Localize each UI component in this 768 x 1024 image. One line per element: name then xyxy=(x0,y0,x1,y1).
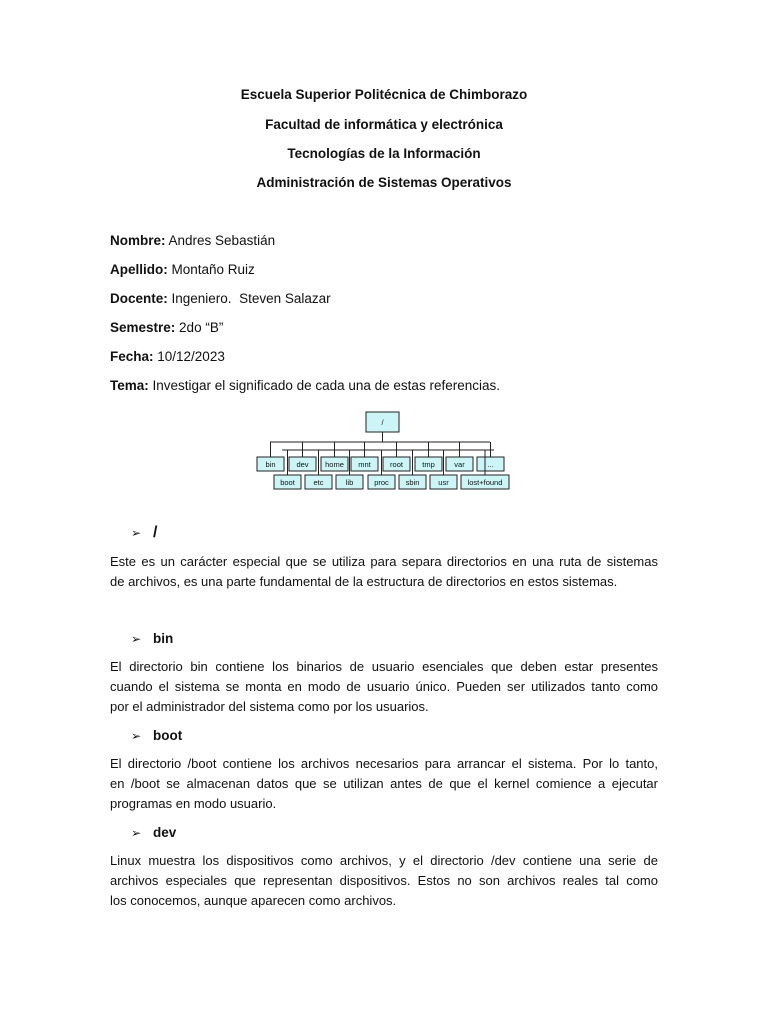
tree-node-row2-label: lib xyxy=(345,478,354,487)
paragraph-line: Este es un carácter especial que se utiliza para separa directorios en una ruta de sistemas xyxy=(110,554,658,569)
tree-node-row1-label: home xyxy=(325,460,344,469)
arrow-bullet-icon: ➢ xyxy=(131,826,142,840)
field-docente xyxy=(110,291,331,306)
tree-node-row1-label: tmp xyxy=(422,460,435,469)
paragraph-line: archivos especiales que representan dispositivos. Estos no son archivos reales tal como xyxy=(110,873,658,888)
section-heading xyxy=(131,825,176,840)
section-title: boot xyxy=(153,728,183,743)
field-tema xyxy=(110,378,500,393)
section-title: dev xyxy=(153,825,177,840)
paragraph-line: Linux muestra los dispositivos como archivos, y el directorio /dev contiene una serie de xyxy=(110,853,658,868)
section-paragraph xyxy=(110,552,658,592)
fecha-label: Fecha: xyxy=(110,349,154,364)
subject-name: Tecnologías de la Información xyxy=(287,146,481,161)
tema-label: Tema: xyxy=(110,378,149,393)
field-fecha xyxy=(110,349,225,364)
fecha-value: 10/12/2023 xyxy=(153,349,225,364)
tema-value: Investigar el significado de cada una de estas referencias. xyxy=(148,378,500,393)
apellido-value: Montaño Ruiz xyxy=(167,262,255,277)
section-paragraph xyxy=(110,851,658,911)
directory-tree-diagram xyxy=(250,405,520,495)
tree-node-row2-label: lost+found xyxy=(467,478,503,487)
tree-node-row2-label: boot xyxy=(280,478,295,487)
faculty-name: Facultad de informática y electrónica xyxy=(265,117,503,132)
paragraph-line: en /boot se almacenan datos que se utilizan antes de que el kernel comience a ejecutar xyxy=(110,776,658,791)
arrow-bullet-icon: ➢ xyxy=(131,729,142,743)
tree-node-row1-label: root xyxy=(390,460,403,469)
paragraph-line: de archivos, es una parte fundamental de la estructura de directorios en estos sistemas. xyxy=(110,574,618,589)
tree-node-row2-label: proc xyxy=(374,478,389,487)
nombre-label: Nombre: xyxy=(110,233,166,248)
paragraph-line: El directorio /boot contiene los archivos necesarios para arrancar el sistema. Por lo tanto, xyxy=(110,756,658,771)
section-title: bin xyxy=(153,631,174,646)
paragraph-line: los conocemos, aunque aparecen como archivos. xyxy=(110,893,397,908)
arrow-bullet-icon: ➢ xyxy=(131,526,142,540)
paragraph-line: El directorio bin contiene los binarios de usuario esenciales que deben estar presentes xyxy=(110,659,658,674)
tree-node-row2-label: etc xyxy=(313,478,324,487)
paragraph-line: cuando el sistema se monta en modo de usuario único. Pueden ser utilizados tanto como xyxy=(110,679,658,694)
paragraph-line: programas en modo usuario. xyxy=(110,796,277,811)
docente-label: Docente: xyxy=(110,291,168,306)
arrow-bullet-icon: ➢ xyxy=(131,632,142,646)
section-paragraph xyxy=(110,657,658,717)
tree-node-row2-label: sbin xyxy=(405,478,420,487)
course-name: Administración de Sistemas Operativos xyxy=(256,175,512,190)
semestre-label: Semestre: xyxy=(110,320,176,335)
docente-value: Ingeniero. Steven Salazar xyxy=(167,291,331,306)
tree-node-root-label: / xyxy=(381,418,384,427)
field-apellido xyxy=(110,262,255,277)
school-name: Escuela Superior Politécnica de Chimborazo xyxy=(240,87,528,102)
tree-node-row1-label: mnt xyxy=(358,460,371,469)
paragraph-line: por el administrador del sistema como por los usuarios. xyxy=(110,699,429,714)
tree-node-row2-label: usr xyxy=(438,478,449,487)
section-heading xyxy=(131,728,182,743)
tree-node-row1-label: dev xyxy=(296,460,309,469)
nombre-value: Andres Sebastián xyxy=(165,233,276,248)
field-semestre xyxy=(110,320,223,335)
section-heading xyxy=(131,524,157,542)
tree-node-row1-label: ... xyxy=(487,460,494,469)
section-title: / xyxy=(153,524,158,541)
section-heading xyxy=(131,631,173,646)
tree-node-row1-label: bin xyxy=(265,460,276,469)
apellido-label: Apellido: xyxy=(110,262,168,277)
tree-node-row1-label: var xyxy=(454,460,465,469)
field-nombre xyxy=(110,233,275,248)
semestre-value: 2do “B” xyxy=(175,320,224,335)
section-paragraph xyxy=(110,754,658,814)
